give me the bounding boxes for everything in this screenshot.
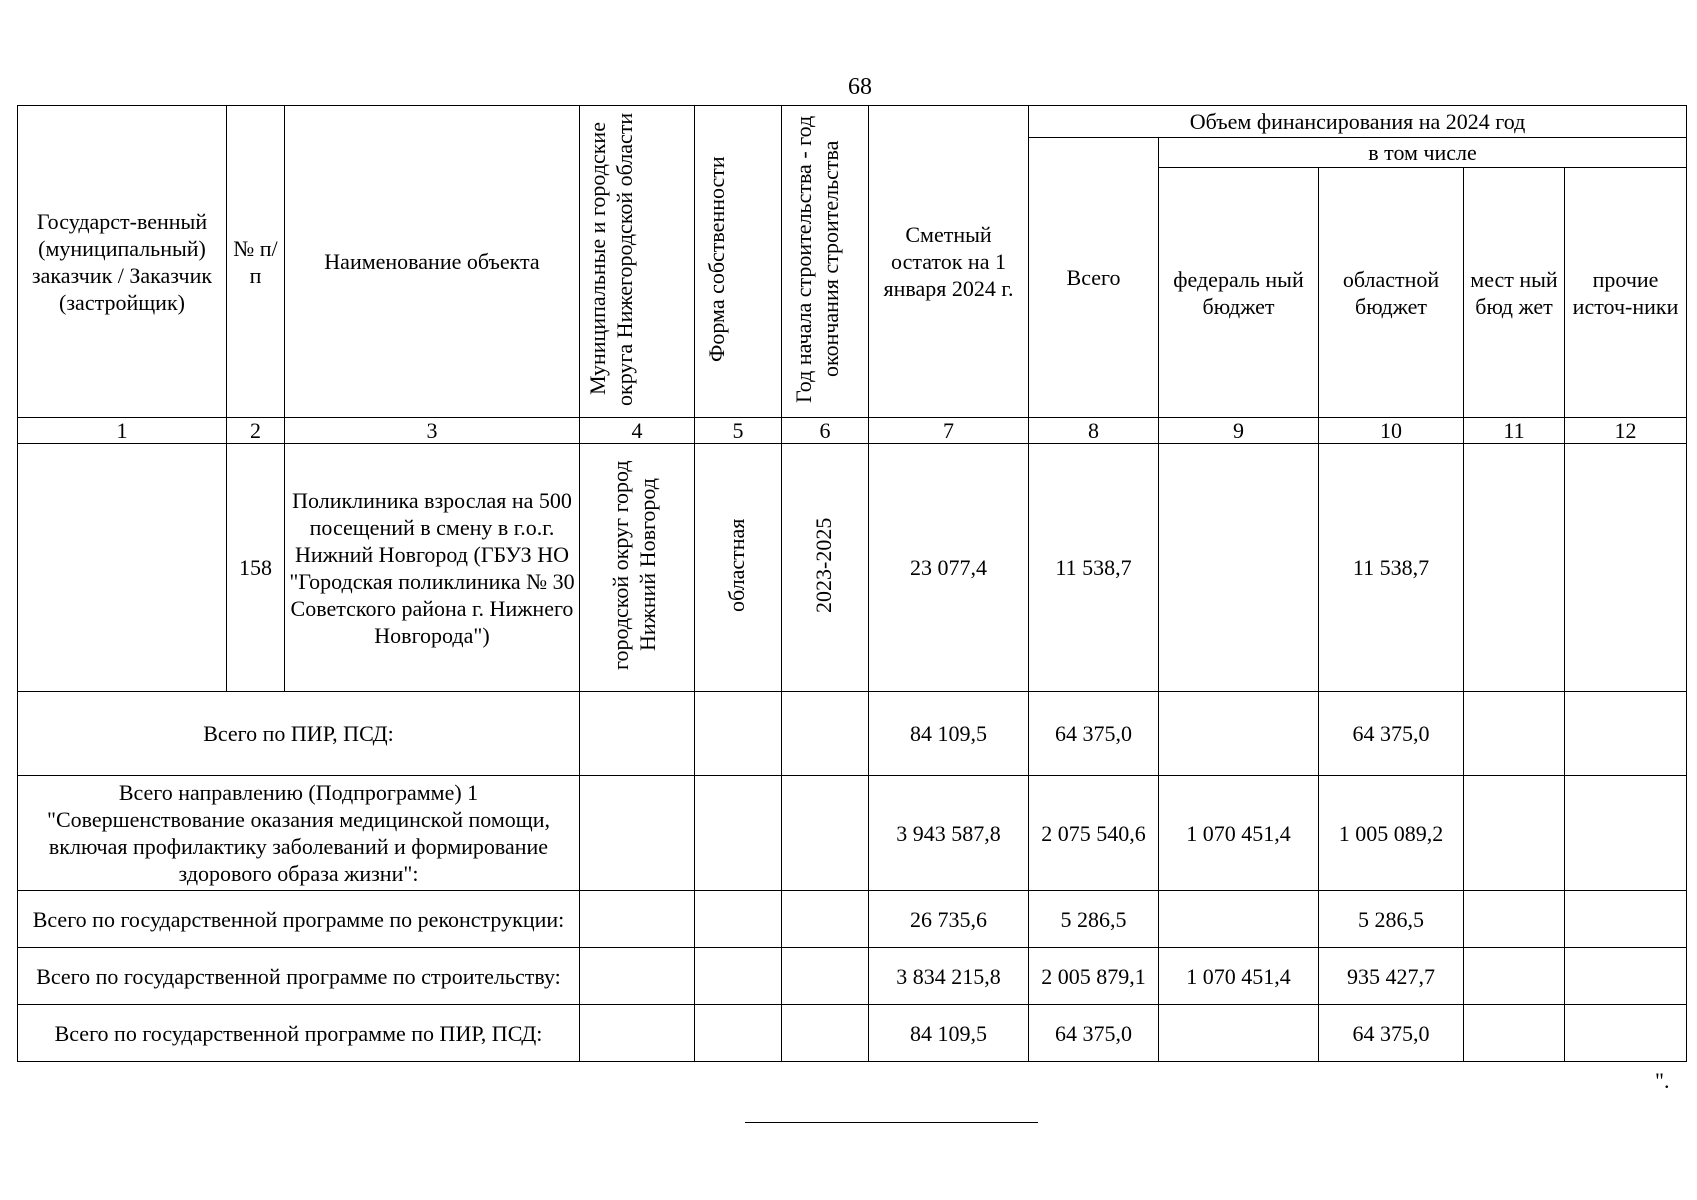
object-district-cell: [580, 444, 695, 692]
header-funding-group: Объем финансирования на 2024 год: [1029, 106, 1687, 138]
header-number: № п/п: [227, 106, 285, 418]
header-regional: областной бюджет: [1319, 168, 1464, 418]
summary-regional: 64 375,0: [1319, 1005, 1464, 1062]
financing-table: [17, 105, 1687, 1062]
summary-federal: [1159, 692, 1319, 776]
summary-regional: 64 375,0: [1319, 692, 1464, 776]
column-number-row: [18, 418, 1687, 444]
summary-federal: 1 070 451,4: [1159, 948, 1319, 1005]
summary-other: [1565, 692, 1687, 776]
footer-divider: [745, 1122, 1038, 1123]
summary-estimate: 3 943 587,8: [869, 776, 1029, 891]
summary-regional: 935 427,7: [1319, 948, 1464, 1005]
summary-estimate: 3 834 215,8: [869, 948, 1029, 1005]
closing-quote-mark: ".: [1655, 1068, 1670, 1093]
summary-federal: 1 070 451,4: [1159, 776, 1319, 891]
object-number: 158: [227, 444, 285, 692]
object-estimate: 23 077,4: [869, 444, 1029, 692]
object-ownership: областная: [724, 517, 749, 612]
object-row: [18, 444, 1687, 692]
object-total: 11 538,7: [1029, 444, 1159, 692]
summary-row: [18, 692, 1687, 776]
summary-local: [1464, 776, 1565, 891]
summary-other: [1565, 776, 1687, 891]
summary-row: [18, 948, 1687, 1005]
column-number: 7: [869, 418, 1029, 444]
column-number: 9: [1159, 418, 1319, 444]
header-local: мест ный бюд жет: [1464, 168, 1565, 418]
column-number: 4: [580, 418, 695, 444]
column-number: 5: [695, 418, 782, 444]
column-number: 3: [285, 418, 580, 444]
summary-estimate: 84 109,5: [869, 1005, 1029, 1062]
column-number: 2: [227, 418, 285, 444]
header-district: Муниципальные и городские округа Нижегородской области: [585, 111, 637, 406]
summary-local: [1464, 948, 1565, 1005]
summary-other: [1565, 1005, 1687, 1062]
object-years: 2023-2025: [811, 516, 836, 613]
column-number: 10: [1319, 418, 1464, 444]
summary-label: Всего по государственной программе по строительству:: [18, 948, 580, 1005]
column-number: 6: [782, 418, 869, 444]
header-ownership-cell: [695, 106, 782, 418]
page-number: 68: [848, 74, 872, 100]
header-district-cell: [580, 106, 695, 418]
summary-label: Всего по государственной программе по реконструкции:: [18, 891, 580, 948]
object-customer: [18, 444, 227, 692]
column-number: 11: [1464, 418, 1565, 444]
summary-total: 5 286,5: [1029, 891, 1159, 948]
summary-row: [18, 1005, 1687, 1062]
header-years: Год начала строительства - год окончания строительства: [791, 114, 843, 403]
summary-other: [1565, 948, 1687, 1005]
summary-regional: 5 286,5: [1319, 891, 1464, 948]
summary-local: [1464, 891, 1565, 948]
summary-regional: 1 005 089,2: [1319, 776, 1464, 891]
summary-local: [1464, 692, 1565, 776]
summary-total: 64 375,0: [1029, 692, 1159, 776]
header-estimate: Сметный остаток на 1 января 2024 г.: [869, 106, 1029, 418]
summary-total: 2 005 879,1: [1029, 948, 1159, 1005]
header-object-name: Наименование объекта: [285, 106, 580, 418]
summary-estimate: 84 109,5: [869, 692, 1029, 776]
summary-label: Всего направлению (Подпрограмме) 1 "Совершенствование оказания медицинской помощи, включая профилактику заболеваний и формирование здорового образа жизни":: [18, 776, 580, 891]
column-number: 8: [1029, 418, 1159, 444]
object-regional: 11 538,7: [1319, 444, 1464, 692]
object-local: [1464, 444, 1565, 692]
summary-row: [18, 776, 1687, 891]
object-district: городской округ город Нижний Новгород: [608, 459, 660, 670]
summary-total: 2 075 540,6: [1029, 776, 1159, 891]
header-years-cell: [782, 106, 869, 418]
column-number: 12: [1565, 418, 1687, 444]
column-number: 1: [18, 418, 227, 444]
object-federal: [1159, 444, 1319, 692]
summary-estimate: 26 735,6: [869, 891, 1029, 948]
header-federal: федераль ный бюджет: [1159, 168, 1319, 418]
header-other: прочие источ-ники: [1565, 168, 1687, 418]
object-name: Поликлиника взрослая на 500 посещений в смену в г.о.г. Нижний Новгород (ГБУЗ НО "Городская поликлиника № 30 Советского района г. Нижнего Новгорода"): [285, 444, 580, 692]
summary-federal: [1159, 1005, 1319, 1062]
summary-row: [18, 891, 1687, 948]
summary-label: Всего по ПИР, ПСД:: [18, 692, 580, 776]
object-years-cell: [782, 444, 869, 692]
header-total: Всего: [1029, 138, 1159, 418]
summary-other: [1565, 891, 1687, 948]
summary-local: [1464, 1005, 1565, 1062]
summary-total: 64 375,0: [1029, 1005, 1159, 1062]
object-ownership-cell: [695, 444, 782, 692]
summary-federal: [1159, 891, 1319, 948]
header-including: в том числе: [1159, 138, 1687, 168]
header-ownership: Форма собственности: [704, 155, 729, 362]
header-customer: Государст-венный (муниципальный) заказчик / Заказчик (застройщик): [18, 106, 227, 418]
summary-label: Всего по государственной программе по ПИР, ПСД:: [18, 1005, 580, 1062]
object-other: [1565, 444, 1687, 692]
